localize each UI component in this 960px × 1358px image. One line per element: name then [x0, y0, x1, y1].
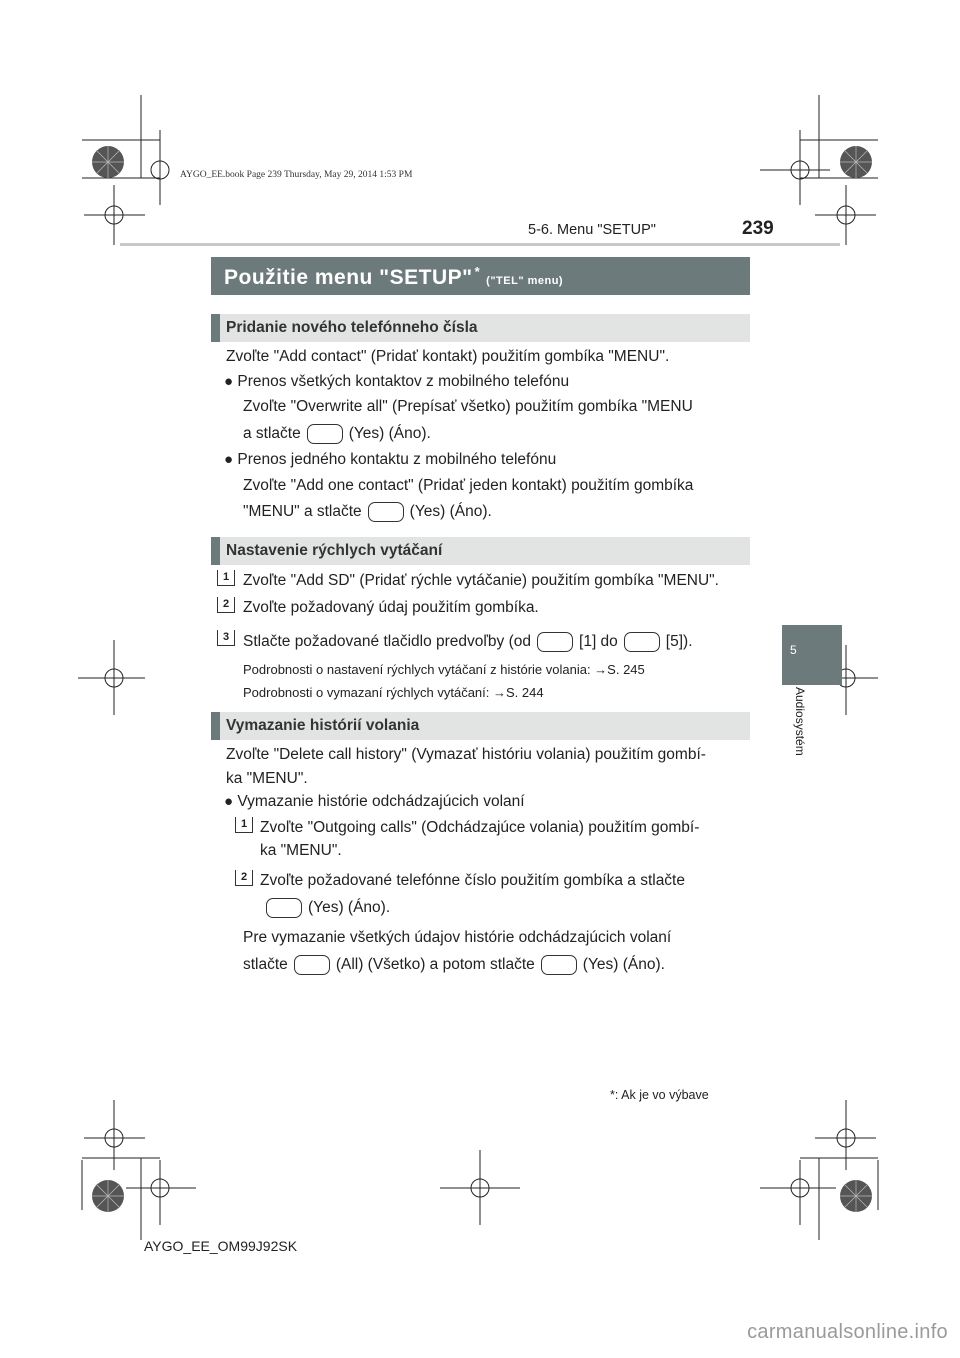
instruction: Zvoľte "Add one contact" (Pridať jeden kontakt) použitím gombíka: [243, 477, 694, 494]
book-meta: AYGO_EE.book Page 239 Thursday, May 29, 2014 1:53 PM: [180, 170, 413, 180]
step-text: [260, 898, 390, 918]
section-heading-delete-history: [211, 712, 750, 740]
bottom-code: AYGO_EE_OM99J92SK: [144, 1238, 298, 1254]
instruction: Zvoľte "Delete call history" (Vymazať históriu volania) použitím gombí-: [226, 746, 706, 763]
instruction: [243, 502, 492, 522]
text-part: (Yes) (Áno).: [582, 956, 665, 974]
text-part: a stlačte: [243, 425, 301, 443]
step-text: Zvoľte požadovaný údaj použitím gombíka.: [243, 599, 539, 616]
step-text: ka "MENU".: [260, 842, 342, 859]
footnote-mark: *: [610, 1088, 615, 1102]
bullet-item: [224, 373, 569, 391]
preset-button-icon: [537, 632, 573, 652]
section-heading-speed-dial: [211, 537, 750, 565]
header-rule: [120, 243, 840, 246]
reference-note: Podrobnosti o vymazaní rýchlych vytáčaní: →S. 244: [243, 685, 544, 700]
section-title: Pridanie nového telefónneho čísla: [226, 319, 478, 336]
step-text: Zvoľte "Add SD" (Pridať rýchle vytáčanie) použitím gombíka "MENU".: [243, 572, 719, 589]
instruction: Zvoľte "Add contact" (Pridať kontakt) použitím gombíka "MENU".: [226, 348, 670, 365]
footnote-text: : Ak je vo výbave: [614, 1088, 709, 1102]
yes-button-icon: [307, 424, 343, 444]
all-button-icon: [294, 955, 330, 975]
step-text: Zvoľte "Outgoing calls" (Odchádzajúce volania) použitím gombí-: [260, 819, 700, 836]
instruction: ka "MENU".: [226, 770, 308, 787]
step-number: 2: [235, 870, 253, 886]
section-title: Nastavenie rýchlych vytáčaní: [226, 542, 443, 559]
text-part: [5]).: [665, 633, 693, 651]
text-part: stlačte: [243, 956, 288, 974]
yes-button-icon: [266, 898, 302, 918]
yes-button-icon: [368, 502, 404, 522]
instruction: Zvoľte "Overwrite all" (Prepísať všetko) použitím gombíka "MENU: [243, 398, 693, 415]
main-heading: [211, 257, 750, 295]
text-part: (Yes) (Áno).: [308, 899, 391, 917]
bullet-icon: ●: [224, 793, 234, 810]
paragraph: Pre vymazanie všetkých údajov histórie odchádzajúcich volaní: [243, 929, 672, 946]
reference-note: Podrobnosti o nastavení rýchlych vytáčaní z histórie volania: →S. 245: [243, 662, 645, 677]
step-number: 3: [217, 630, 235, 646]
preset-button-icon: [624, 632, 660, 652]
asterisk-mark: *: [474, 264, 481, 279]
chapter-label-wrap: [790, 688, 810, 808]
instruction: [243, 424, 431, 444]
main-heading-subtitle: ("TEL" menu): [486, 275, 564, 287]
text-part: (All) (Všetko) a potom stlačte: [335, 956, 535, 974]
main-heading-title: Použitie menu "SETUP": [224, 266, 473, 289]
bullet-item: [224, 793, 525, 811]
chapter-number: 5: [790, 643, 797, 657]
paragraph: [243, 955, 665, 975]
step-number: 2: [217, 597, 235, 613]
footnote: [610, 1088, 709, 1102]
bullet-title: Prenos všetkých kontaktov z mobilného telefónu: [237, 373, 570, 390]
bullet-icon: ●: [224, 373, 234, 390]
section-title: Vymazanie histórií volania: [226, 717, 420, 734]
text-part: Stlačte požadované tlačidlo predvoľby (od: [243, 633, 532, 651]
text-part: (Yes) (Áno).: [348, 425, 431, 443]
step-text: Zvoľte požadované telefónne číslo použitím gombíka a stlačte: [260, 872, 685, 889]
section-heading-add-number: [211, 314, 750, 342]
step-text: [243, 632, 693, 652]
watermark: carmanualsonline.info: [747, 1321, 948, 1343]
text-part: (Yes) (Áno).: [409, 503, 492, 521]
text-part: [1] do: [579, 633, 618, 651]
section-label: 5-6. Menu "SETUP": [528, 222, 656, 238]
step-number: 1: [217, 570, 235, 586]
bullet-icon: ●: [224, 451, 234, 468]
page-number: 239: [742, 218, 774, 239]
yes-button-icon: [541, 955, 577, 975]
text-part: "MENU" a stlačte: [243, 503, 362, 521]
step-number: 1: [235, 817, 253, 833]
chapter-label: Audiosystém: [793, 687, 807, 756]
bullet-title: Vymazanie histórie odchádzajúcich volaní: [237, 793, 525, 810]
bullet-item: [224, 451, 556, 469]
bullet-title: Prenos jedného kontaktu z mobilného telefónu: [237, 451, 557, 468]
chapter-tab: [782, 625, 842, 685]
